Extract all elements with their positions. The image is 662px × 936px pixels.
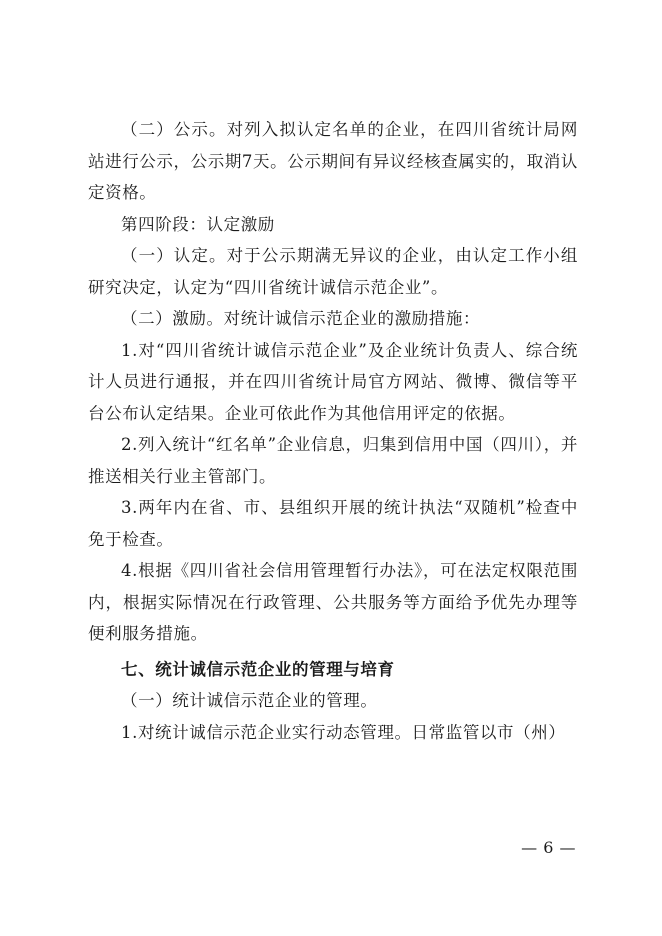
paragraph-management: （一）统计诚信示范企业的管理。 — [121, 691, 378, 710]
section-heading: 七、统计诚信示范企业的管理与培育 — [121, 659, 395, 679]
paragraph-item-1: 1.对“四川省统计诚信示范企业”及企业统计负责人、综合统计人员进行通报，并在四川省统计局官方网站、微博、微信等平台公布认定结果。企业可依此作为其他信用评定的依据。 — [88, 340, 578, 423]
paragraph-incentive: （二）激励。对统计诚信示范企业的激励措施： — [121, 309, 481, 328]
paragraph-management-item-1: 1.对统计诚信示范企业实行动态管理。日常监管以市（州） — [121, 722, 566, 742]
page-number: — 6 — — [521, 838, 576, 857]
paragraph-stage-four: 第四阶段：认定激励 — [121, 214, 275, 234]
paragraph-item-3: 3.两年内在省、市、县组织开展的统计执法“双随机”检查中免于检查。 — [88, 498, 578, 549]
paragraph-item-4: 4.根据《四川省社会信用管理暂行办法》，可在法定权限范围内，根据实际情况在行政管理、公共服务等方面给予优先办理等便利服务措施。 — [88, 561, 578, 643]
paragraph-recognition: （一）认定。对于公示期满无异议的企业，由认定工作小组研究决定，认定为“四川省统计诚信示范企业”。 — [88, 246, 578, 297]
paragraph-publicity: （二）公示。对列入拟认定名单的企业，在四川省统计局网站进行公示，公示期7天。公示期间有异议经核查属实的，取消认定资格。 — [88, 120, 578, 202]
paragraph-item-2: 2.列入统计“红名单”企业信息，归集到信用中国（四川），并推送相关行业主管部门。 — [88, 435, 578, 486]
document-body — [88, 114, 578, 748]
